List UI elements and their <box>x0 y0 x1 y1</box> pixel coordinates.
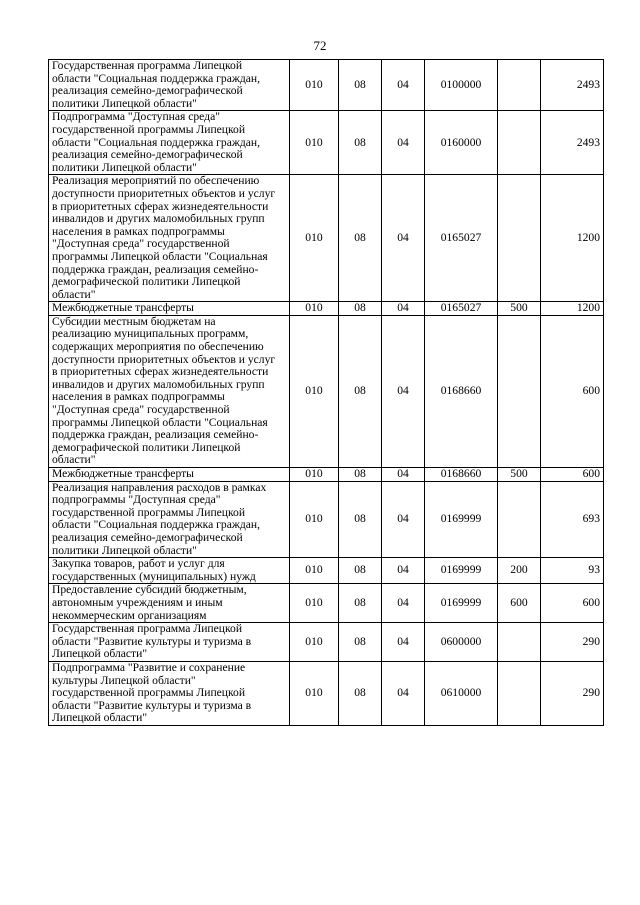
section-code: 08 <box>339 481 382 558</box>
amount: 2493 <box>541 111 604 175</box>
table-row <box>49 302 604 316</box>
target-article-code: 0610000 <box>425 661 498 725</box>
table-row <box>49 175 604 302</box>
row-description: Реализация мероприятий по обеспечению доступности приоритетных объектов и услуг в приоритетных сферах жизнедеятельности инвалидов и других маломобильных групп населения в рамках подпрограммы "Доступная среда" государственной программы Липецкой области "Социальная поддержка граждан, реализация семейно- демографической политики Липецкой области" <box>49 175 290 302</box>
row-description: Межбюджетные трансферты <box>49 468 290 482</box>
table-row <box>49 60 604 111</box>
subsection-code: 04 <box>382 302 425 316</box>
expense-type-code <box>498 623 541 662</box>
target-article-code: 0169999 <box>425 481 498 558</box>
target-article-code: 0600000 <box>425 623 498 662</box>
table-row <box>49 661 604 725</box>
section-code: 08 <box>339 558 382 584</box>
subsection-code: 04 <box>382 468 425 482</box>
ministry-code: 010 <box>290 468 339 482</box>
expense-type-code <box>498 481 541 558</box>
amount: 600 <box>541 584 604 623</box>
subsection-code: 04 <box>382 623 425 662</box>
row-description: Межбюджетные трансферты <box>49 302 290 316</box>
target-article-code: 0169999 <box>425 558 498 584</box>
subsection-code: 04 <box>382 60 425 111</box>
section-code: 08 <box>339 661 382 725</box>
row-description: Предоставление субсидий бюджетным, автономным учреждениям и иным некоммерческим организациям <box>49 584 290 623</box>
amount: 1200 <box>541 302 604 316</box>
expense-type-code <box>498 60 541 111</box>
expense-type-code: 500 <box>498 468 541 482</box>
section-code: 08 <box>339 60 382 111</box>
budget-table-body <box>49 60 604 726</box>
section-code: 08 <box>339 175 382 302</box>
target-article-code: 0168660 <box>425 315 498 467</box>
amount: 600 <box>541 315 604 467</box>
ministry-code: 010 <box>290 623 339 662</box>
subsection-code: 04 <box>382 111 425 175</box>
table-row <box>49 558 604 584</box>
table-row <box>49 481 604 558</box>
subsection-code: 04 <box>382 584 425 623</box>
row-description: Государственная программа Липецкой области "Социальная поддержка граждан, реализация семейно-демографической политики Липецкой области" <box>49 60 290 111</box>
row-description: Государственная программа Липецкой области "Развитие культуры и туризма в Липецкой области" <box>49 623 290 662</box>
table-row <box>49 623 604 662</box>
amount: 693 <box>541 481 604 558</box>
ministry-code: 010 <box>290 481 339 558</box>
expense-type-code: 500 <box>498 302 541 316</box>
row-description: Реализация направления расходов в рамках подпрограммы "Доступная среда" государственной программы Липецкой области "Социальная поддержка граждан, реализация семейно-демографической политики Липецкой области" <box>49 481 290 558</box>
subsection-code: 04 <box>382 481 425 558</box>
page-number: 72 <box>313 38 327 53</box>
section-code: 08 <box>339 111 382 175</box>
section-code: 08 <box>339 315 382 467</box>
ministry-code: 010 <box>290 302 339 316</box>
expense-type-code <box>498 111 541 175</box>
target-article-code: 0165027 <box>425 302 498 316</box>
ministry-code: 010 <box>290 111 339 175</box>
ministry-code: 010 <box>290 60 339 111</box>
amount: 600 <box>541 468 604 482</box>
amount: 93 <box>541 558 604 584</box>
subsection-code: 04 <box>382 558 425 584</box>
expense-type-code <box>498 661 541 725</box>
section-code: 08 <box>339 468 382 482</box>
table-row <box>49 315 604 467</box>
budget-table <box>48 59 604 726</box>
subsection-code: 04 <box>382 315 425 467</box>
expense-type-code <box>498 175 541 302</box>
target-article-code: 0100000 <box>425 60 498 111</box>
ministry-code: 010 <box>290 584 339 623</box>
amount: 290 <box>541 661 604 725</box>
table-row <box>49 584 604 623</box>
section-code: 08 <box>339 302 382 316</box>
amount: 1200 <box>541 175 604 302</box>
ministry-code: 010 <box>290 315 339 467</box>
ministry-code: 010 <box>290 558 339 584</box>
row-description: Субсидии местным бюджетам на реализацию муниципальных программ, содержащих мероприятия по обеспечению доступности приоритетных объектов и услуг в приоритетных сферах жизнедеятельности инвалидов и других маломобильных групп населения в рамках подпрограммы "Доступная среда" государственной программы Липецкой области "Социальная поддержка граждан, реализация семейно- демографической политики Липецкой области" <box>49 315 290 467</box>
table-row <box>49 111 604 175</box>
target-article-code: 0165027 <box>425 175 498 302</box>
subsection-code: 04 <box>382 661 425 725</box>
amount: 290 <box>541 623 604 662</box>
row-description: Подпрограмма "Развитие и сохранение культуры Липецкой области" государственной программы Липецкой области "Развитие культуры и туризма в Липецкой области" <box>49 661 290 725</box>
subsection-code: 04 <box>382 175 425 302</box>
expense-type-code: 600 <box>498 584 541 623</box>
target-article-code: 0168660 <box>425 468 498 482</box>
target-article-code: 0169999 <box>425 584 498 623</box>
table-row <box>49 468 604 482</box>
ministry-code: 010 <box>290 175 339 302</box>
target-article-code: 0160000 <box>425 111 498 175</box>
expense-type-code: 200 <box>498 558 541 584</box>
row-description: Подпрограмма "Доступная среда" государственной программы Липецкой области "Социальная поддержка граждан, реализация семейно-демографической политики Липецкой области" <box>49 111 290 175</box>
ministry-code: 010 <box>290 661 339 725</box>
row-description: Закупка товаров, работ и услуг для государственных (муниципальных) нужд <box>49 558 290 584</box>
expense-type-code <box>498 315 541 467</box>
section-code: 08 <box>339 584 382 623</box>
section-code: 08 <box>339 623 382 662</box>
amount: 2493 <box>541 60 604 111</box>
